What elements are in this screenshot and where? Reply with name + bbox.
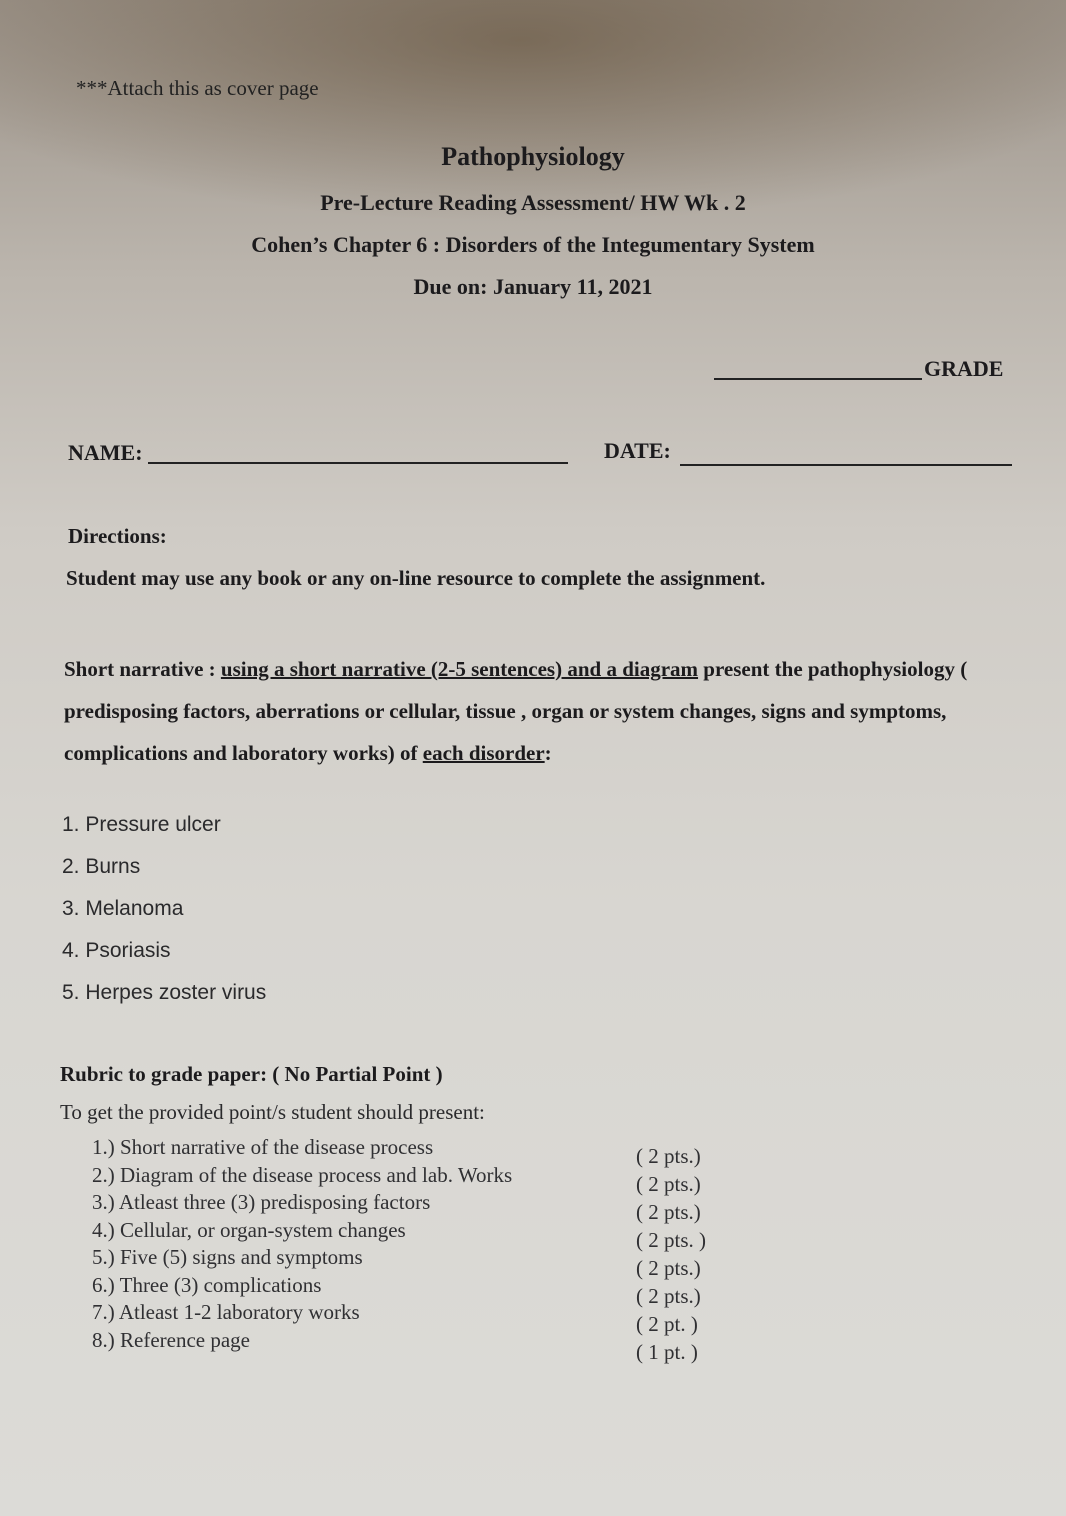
rubric-intro: To get the provided point/s student should present:: [60, 1100, 485, 1124]
rubric-heading: Rubric to grade paper: ( No Partial Point ): [60, 1062, 443, 1086]
rubric-criterion: 4.) Cellular, or organ-system changes: [92, 1217, 406, 1242]
rubric-points: ( 1 pt. ): [636, 1340, 698, 1364]
date-blank-line: [680, 464, 1012, 466]
chapter-heading: Cohen’s Chapter 6 : Disorders of the Integumentary System: [251, 232, 815, 257]
rubric-points: ( 2 pt. ): [636, 1312, 698, 1336]
rubric-points: ( 2 pts. ): [636, 1228, 706, 1252]
list-item: 4. Psoriasis: [62, 939, 171, 962]
grade-blank-line: [714, 378, 922, 380]
narrative-lead: Short narrative :: [64, 657, 221, 681]
name-label: NAME:: [68, 440, 143, 465]
rubric-points: ( 2 pts.): [636, 1172, 701, 1196]
list-item: 1. Pressure ulcer: [62, 813, 221, 836]
rubric-criterion: 8.) Reference page: [92, 1327, 250, 1352]
rubric-criterion: 2.) Diagram of the disease process and lab. Works: [92, 1162, 513, 1187]
directions-heading: Directions:: [68, 524, 167, 548]
assessment-subtitle: Pre-Lecture Reading Assessment/ HW Wk . 2: [320, 190, 746, 215]
directions-text: Student may use any book or any on-line resource to complete the assignment.: [66, 566, 766, 590]
date-label: DATE:: [604, 438, 671, 463]
grade-label: GRADE: [924, 356, 1004, 381]
rubric-criterion: 3.) Atleast three (3) predisposing factors: [92, 1190, 431, 1214]
rubric-criterion: 1.) Short narrative of the disease process: [92, 1135, 434, 1159]
rubric-criterion: 7.) Atleast 1-2 laboratory works: [92, 1300, 360, 1324]
rubric-points-list: [636, 1142, 706, 1366]
narrative-body: present the pathophysiology ( predisposing factors, aberrations or cellular, tissue , organ or system changes, signs and symptoms, complications and laboratory works) of: [64, 657, 968, 765]
document-title: Pathophysiology: [441, 142, 625, 171]
cover-page-note: ***Attach this as cover page: [76, 76, 319, 100]
disorder-list: [62, 808, 266, 1018]
rubric-points: ( 2 pts.): [636, 1200, 701, 1224]
narrative-underlined-method: using a short narrative (2-5 sentences) and a diagram: [220, 657, 699, 681]
name-blank-line: [148, 462, 568, 464]
list-item: 2. Burns: [62, 855, 141, 878]
list-item: 5. Herpes zoster virus: [62, 981, 267, 1004]
list-item: 3. Melanoma: [62, 897, 184, 920]
rubric-points: ( 2 pts.): [636, 1256, 701, 1280]
rubric-criterion: 6.) Three (3) complications: [92, 1272, 322, 1297]
rubric-criteria-list: [92, 1134, 512, 1354]
short-narrative-instructions: [64, 648, 984, 774]
rubric-criterion: 5.) Five (5) signs and symptoms: [92, 1245, 363, 1269]
narrative-end: :: [544, 741, 552, 765]
rubric-points: ( 2 pts.): [636, 1284, 701, 1308]
due-date: Due on: January 11, 2021: [413, 274, 653, 299]
rubric-points: ( 2 pts.): [636, 1144, 701, 1168]
narrative-underlined-each-disorder: each disorder: [422, 741, 545, 765]
